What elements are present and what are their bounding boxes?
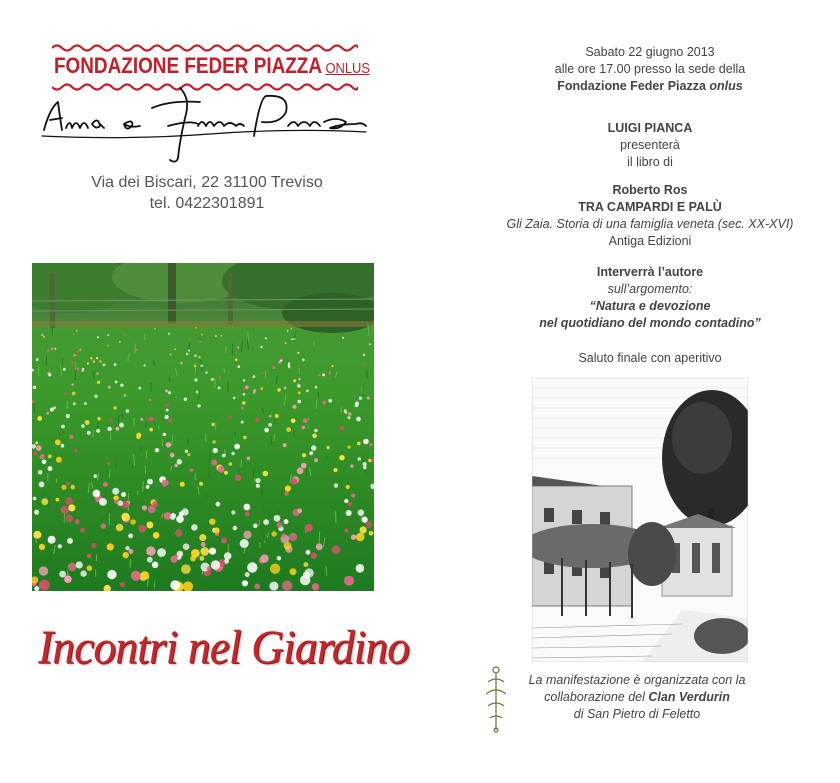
topic-block bbox=[480, 264, 820, 332]
topic-intro: sull’argomento: bbox=[607, 282, 693, 296]
topic-line-2: nel quotidiano del mondo contadino” bbox=[539, 316, 761, 330]
address-phone: tel. 0422301891 bbox=[149, 195, 265, 212]
meadow-painting bbox=[32, 263, 374, 591]
presents-text: presenterà bbox=[620, 138, 680, 152]
farmhouse-sketch bbox=[532, 378, 748, 662]
presenter-block bbox=[480, 120, 820, 171]
signature bbox=[40, 78, 370, 168]
book-subtitle: Gli Zaia. Storia di una famiglia veneta (sec. XX-XVI) bbox=[506, 217, 794, 231]
organizer-clan: Clan Verdurin bbox=[648, 690, 730, 704]
event-header bbox=[480, 44, 820, 95]
series-title: Incontri nel Giardino bbox=[38, 621, 409, 674]
logo-name: FONDAZIONE FEDER PIAZZA bbox=[54, 53, 323, 78]
topic-line-1: “Natura e devozione bbox=[589, 299, 711, 313]
host-name: Fondazione Feder Piazza bbox=[557, 79, 706, 93]
organizer-line-1: La manifestazione è organizzata con la bbox=[528, 673, 746, 687]
book-author: Roberto Ros bbox=[612, 183, 688, 197]
event-host bbox=[480, 78, 820, 95]
organizer-note bbox=[512, 672, 762, 723]
event-time-place: alle ore 17.00 presso la sede della bbox=[554, 62, 746, 76]
clan-emblem-icon bbox=[484, 664, 508, 734]
event-date: Sabato 22 giugno 2013 bbox=[585, 45, 715, 59]
logo-top-border bbox=[52, 42, 358, 52]
organizer-line-3: di San Pietro di Feletto bbox=[573, 707, 701, 721]
logo-title bbox=[54, 53, 370, 81]
organizer-line-2-pre: collaborazione del bbox=[544, 690, 645, 704]
presenter-name: LUIGI PIANCA bbox=[607, 121, 693, 135]
book-intro: il libro di bbox=[627, 155, 673, 169]
book-title: TRA CAMPARDI E PALÙ bbox=[578, 200, 722, 214]
book-block bbox=[480, 182, 820, 250]
book-publisher: Antiga Edizioni bbox=[608, 234, 692, 248]
closing-text: Saluto finale con aperitivo bbox=[578, 351, 722, 365]
organizer-line-2 bbox=[512, 689, 762, 706]
author-note: Interverrà l’autore bbox=[596, 265, 704, 279]
address-block bbox=[62, 172, 352, 214]
logo-suffix: ONLUS bbox=[325, 60, 370, 77]
host-suffix: onlus bbox=[709, 79, 743, 93]
address-street: Via dei Biscari, 22 31100 Treviso bbox=[91, 174, 323, 191]
